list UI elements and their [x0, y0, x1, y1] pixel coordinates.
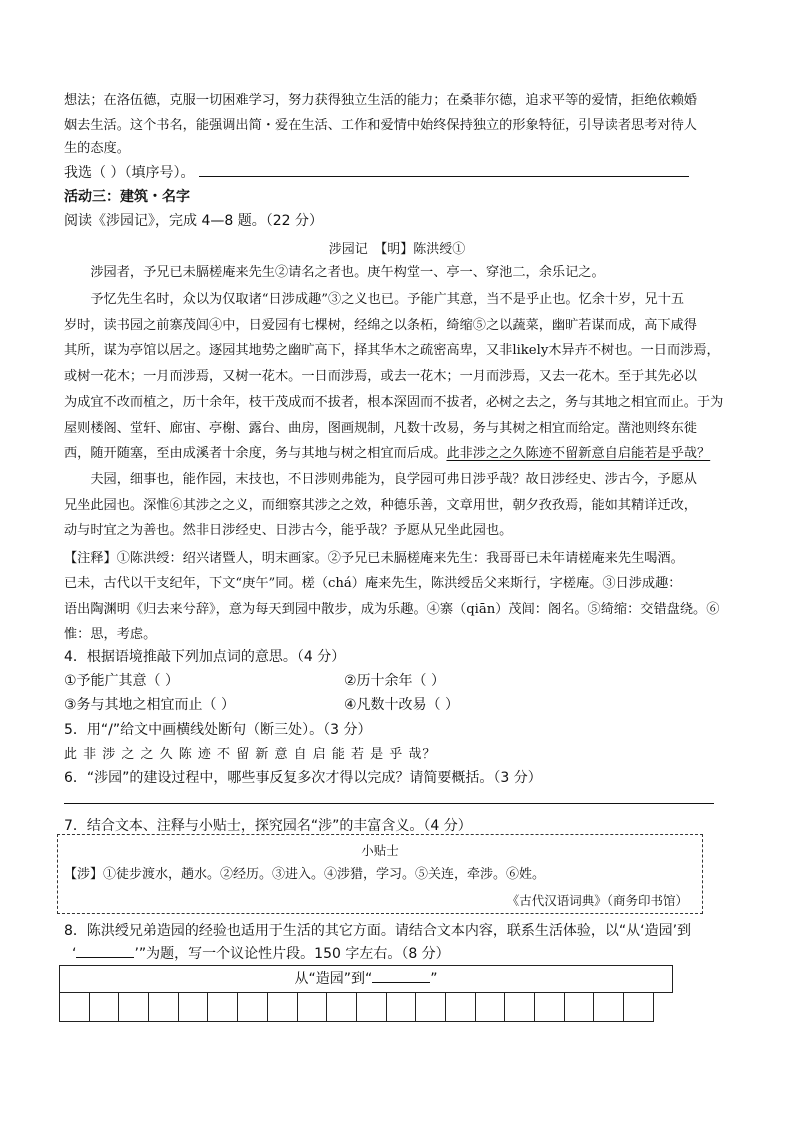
writing-grid — [59, 965, 673, 1022]
intro-line-1: 想法；在洛伍德，克服一切困难学习，努力获得独立生活的能力；在桑菲尔德，追求平等的爱情，拒绝依赖婚 — [64, 93, 697, 108]
q5-sentence[interactable]: 此 非 涉 之 之 久 陈 迹 不 留 新 意 自 启 能 若 是 乎 哉？ — [64, 747, 437, 762]
note-line: 已未，古代以干支纪年，下文“庚午”同。槎（chá）庵来先生，陈洪绶岳父来斯行，字槎庵。③日涉成趣： — [64, 576, 682, 591]
underlined-sentence: 此非涉之之久陈迹不留新意自启能若是乎哉？ — [446, 446, 711, 461]
essay-line: 岁时，读书园之前寨茂闾④中，日爱园有七棵树，经绵之以条柘，绮缩⑤之以蔬菜，幽旷若谋而成，高下咸得 — [64, 318, 697, 333]
tip-box — [57, 834, 703, 914]
q8-title-blank[interactable] — [76, 943, 134, 958]
reading-instruction: 阅读《涉园记》，完成 4—8 题。（22 分） — [64, 213, 323, 229]
grid-cell[interactable] — [416, 993, 446, 1022]
q8-quote-open: ‘ — [72, 946, 77, 962]
essay-line: 为成宜不改而植之，历十余年，枝干茂成而不拔者，根本深固而不拔者，必树之去之，务与其地之相宜而止。于为 — [64, 395, 724, 410]
essay-line: 其所，谋为亭馆以居之。逐园其地势之幽旷高下，择其华木之疏密高卑，又非likely木异卉不树也。一日而涉焉， — [64, 343, 720, 358]
grid-title — [59, 965, 673, 993]
note-line: 语出陶渊明《归去来兮辞》，意为每天到园中散步，成为乐趣。④寨（qiān）茂闾：阁名。⑤绮缩：交错盘绕。⑥ — [64, 602, 720, 617]
grid-cell[interactable] — [119, 993, 149, 1022]
note-line: 【注释】①陈洪绶：绍兴诸暨人，明末画家。②予兄已未膈槎庵来先生：我哥哥已未年请槎庵来先生喝酒。 — [64, 551, 684, 566]
q4-item-1[interactable]: ①予能广其意（ ） — [64, 673, 180, 689]
grid-title-prefix: 从“造园”到“ — [294, 971, 373, 987]
note-line: 惟：思，考虑。 — [64, 627, 157, 642]
tip-source: 《古代汉语词典》（商务印书馆） — [506, 893, 688, 908]
grid-cell[interactable] — [268, 993, 298, 1022]
grid-cell[interactable] — [624, 993, 654, 1022]
choose-answer-blank[interactable] — [199, 162, 689, 177]
question-6: 6．“涉园”的建设过程中，哪些事反复多次才得以完成？请简要概括。（3 分） — [64, 770, 542, 786]
question-7: 7．结合文本、注释与小贴士，探究园名“涉”的丰富含义。（4 分） — [64, 818, 472, 834]
essay-line: 屋则楼阁、堂轩、廊宙、亭榭、露台、曲房，图画规制，凡数十改易，务与其树之相宜而给定。凿池则终东徙 — [64, 421, 697, 436]
q4-item-2[interactable]: ②历十余年（ ） — [344, 673, 446, 689]
grid-row — [59, 993, 673, 1022]
grid-cell[interactable] — [149, 993, 179, 1022]
essay-line-underlined: 西，随开随塞，至由成溪者十余度，务与其地与树之相宜而后成。此非涉之之久陈迹不留新意自启能若是乎哉？ — [64, 446, 711, 461]
tip-text: 【涉】①徒步渡水，趟水。②经历。③进入。④涉猎，学习。⑤关连，牵涉。⑥姓。 — [64, 867, 546, 882]
essay-line: 动与时宜之为善也。然非日涉经史、日涉古今，能乎哉？予愿从兄坐此园也。 — [64, 523, 513, 538]
grid-cell[interactable] — [179, 993, 209, 1022]
essay-line: 予忆先生名时，众以为仅取诸“日涉成趣”③之义也已。予能广其意，当不是乎止也。忆余十岁，兄十五 — [64, 292, 685, 307]
grid-cell[interactable] — [565, 993, 595, 1022]
essay-line: 或树一花木；一月而涉焉，又树一花木。一日而涉焉，或去一花木；一月而涉焉，又去一花木。至于其先必以 — [64, 369, 697, 384]
grid-cell[interactable] — [60, 993, 90, 1022]
activity-title: 活动三：建筑・名字 — [64, 189, 190, 205]
question-4: 4．根据语境推敲下列加点词的意思。（4 分） — [64, 649, 346, 665]
grid-cell[interactable] — [387, 993, 417, 1022]
grid-cell[interactable] — [505, 993, 535, 1022]
grid-cell[interactable] — [594, 993, 624, 1022]
q6-answer-line[interactable] — [64, 803, 714, 804]
tip-title: 小贴士 — [361, 843, 399, 858]
grid-cell[interactable] — [208, 993, 238, 1022]
grid-title-blank[interactable] — [372, 968, 430, 983]
choose-line — [64, 162, 689, 182]
grid-cell[interactable] — [446, 993, 476, 1022]
grid-cell[interactable] — [298, 993, 328, 1022]
grid-cell[interactable] — [357, 993, 387, 1022]
question-8: 8．陈洪绶兄弟造园的经验也适用于生活的其它方面。请结合文本内容，联系生活体验，以“从‘造园’到 — [64, 923, 692, 939]
question-8-line2 — [72, 943, 450, 963]
grid-title-suffix: ” — [430, 971, 438, 987]
intro-line-3: 生的态度。 — [64, 141, 130, 156]
grid-cell[interactable] — [90, 993, 120, 1022]
q4-item-3[interactable]: ③务与其地之相宜而止（ ） — [64, 697, 236, 713]
essay-line: 夫园，细事也，能作园，末技也，不日涉则弗能为，良学园可弗日涉乎哉？故日涉经史、涉古今，予愿从 — [64, 472, 697, 487]
q4-item-4[interactable]: ④凡数十改易（ ） — [344, 697, 460, 713]
essay-line: 涉园者，予兄已未膈槎庵来先生②请名之者也。庚午构堂一、亭一、穿池二，余乐记之。 — [64, 265, 605, 280]
intro-line-2: 姻去生活。这个书名，能强调出简・爱在生活、工作和爱情中始终保持独立的形象特征，引导读者思考对待人 — [64, 118, 697, 133]
essay-line: 兄坐此园也。深惟⑥其涉之之义，而细察其涉之之效，种德乐善，文章用世，朝夕孜孜焉，能如其精详迁改， — [64, 498, 697, 513]
grid-cell[interactable] — [238, 993, 268, 1022]
grid-cell[interactable] — [476, 993, 506, 1022]
grid-cell[interactable] — [535, 993, 565, 1022]
essay-title: 涉园记 【明】陈洪绶① — [328, 242, 466, 257]
q8-line2-rest: ’”为题，写一个议论性片段。150 字左右。（8 分） — [134, 946, 450, 962]
choose-label: 我选（ ）（填序号）。 — [64, 165, 195, 181]
question-5: 5．用“/”给文中画横线处断句（断三处）。（3 分） — [64, 722, 372, 738]
grid-cell[interactable] — [327, 993, 357, 1022]
